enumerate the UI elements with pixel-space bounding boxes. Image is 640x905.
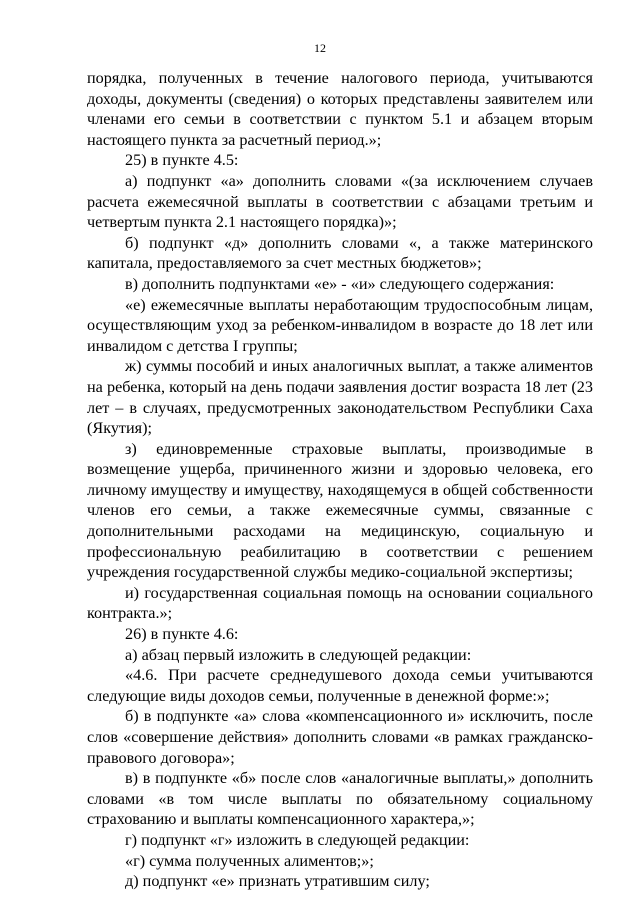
paragraph-subitem-zh: ж) суммы пособий и иных аналогичных выплат, а также алиментов на ребенка, который на день подачи заявления достиг возраста 18 лет (23 лет – в случаях, предусмотренных законодательством Республики Саха (Якутия); — [87, 357, 593, 438]
paragraph-subitem-a: а) подпункт «а» дополнить словами «(за исключением случаев расчета ежемесячной выплаты в соответствии с абзацами третьим и четвертым пункта 2.1 настоящего порядка)»; — [87, 171, 593, 232]
paragraph-subitem-i: и) государственная социальная помощь на основании социального контракта.»; — [87, 583, 593, 623]
paragraph-subitem-b: б) подпункт «д» дополнить словами «, а также материнского капитала, предоставляемого за счет местных бюджетов»; — [87, 233, 593, 273]
paragraph-item-26: 26) в пункте 4.6: — [125, 625, 239, 644]
page-number: 12 — [314, 41, 326, 55]
paragraph-item-25: 25) в пункте 4.5: — [125, 151, 239, 170]
document-body — [87, 68, 593, 892]
paragraph-subitem-b-2: б) в подпункте «а» слова «компенсационного и» исключить, после слов «совершение действия» дополнить словами «в рамках гражданско-правового договора»; — [87, 707, 593, 767]
paragraph-subitem-v-2: в) в подпункте «б» после слов «аналогичные выплаты,» дополнить словами «в том числе выплаты по обязательному социальному страхованию и выплаты компенсационного характера,»; — [87, 769, 593, 829]
paragraph-subitem-d: д) подпункт «е» признать утратившим силу; — [125, 872, 430, 891]
paragraph-subitem-g: г) подпункт «г» изложить в следующей редакции: — [125, 830, 470, 849]
paragraph-subitem-a-2: а) абзац первый изложить в следующей редакции: — [125, 645, 472, 664]
paragraph-subitem-e: «е) ежемесячные выплаты неработающим трудоспособным лицам, осуществляющим уход за ребенком-инвалидом в возрасте до 18 лет или инвалидом с детства I группы; — [87, 295, 593, 355]
paragraph-subitem-z: з) единовременные страховые выплаты, производимые в возмещение ущерба, причиненного жизни и здоровью человека, его личному имуществу и имуществу, находящемуся в общей собственности членов его семьи, а также ежемесячные суммы, связанные с дополнительными расходами на медицинскую, социальную и профессиональную реабилитацию в соответствии с решением учреждения государственной службы медико-социальной экспертизы; — [87, 439, 593, 582]
paragraph-quote-4-6: «4.6. При расчете среднедушевого дохода семьи учитываются следующие виды доходов семьи, полученные в денежной форме:»; — [87, 666, 593, 705]
paragraph-quote-g: «г) сумма полученных алиментов;»; — [125, 851, 374, 870]
paragraph-continuation: порядка, полученных в течение налогового периода, учитываются доходы, документы (сведения) о которых представлены заявителем или членами его семьи в соответствии с пунктом 5.1 и абзацем вторым настоящего пункта за расчетный период.»; — [87, 69, 593, 149]
paragraph-subitem-v: в) дополнить подпунктами «е» - «и» следующего содержания: — [125, 274, 555, 293]
